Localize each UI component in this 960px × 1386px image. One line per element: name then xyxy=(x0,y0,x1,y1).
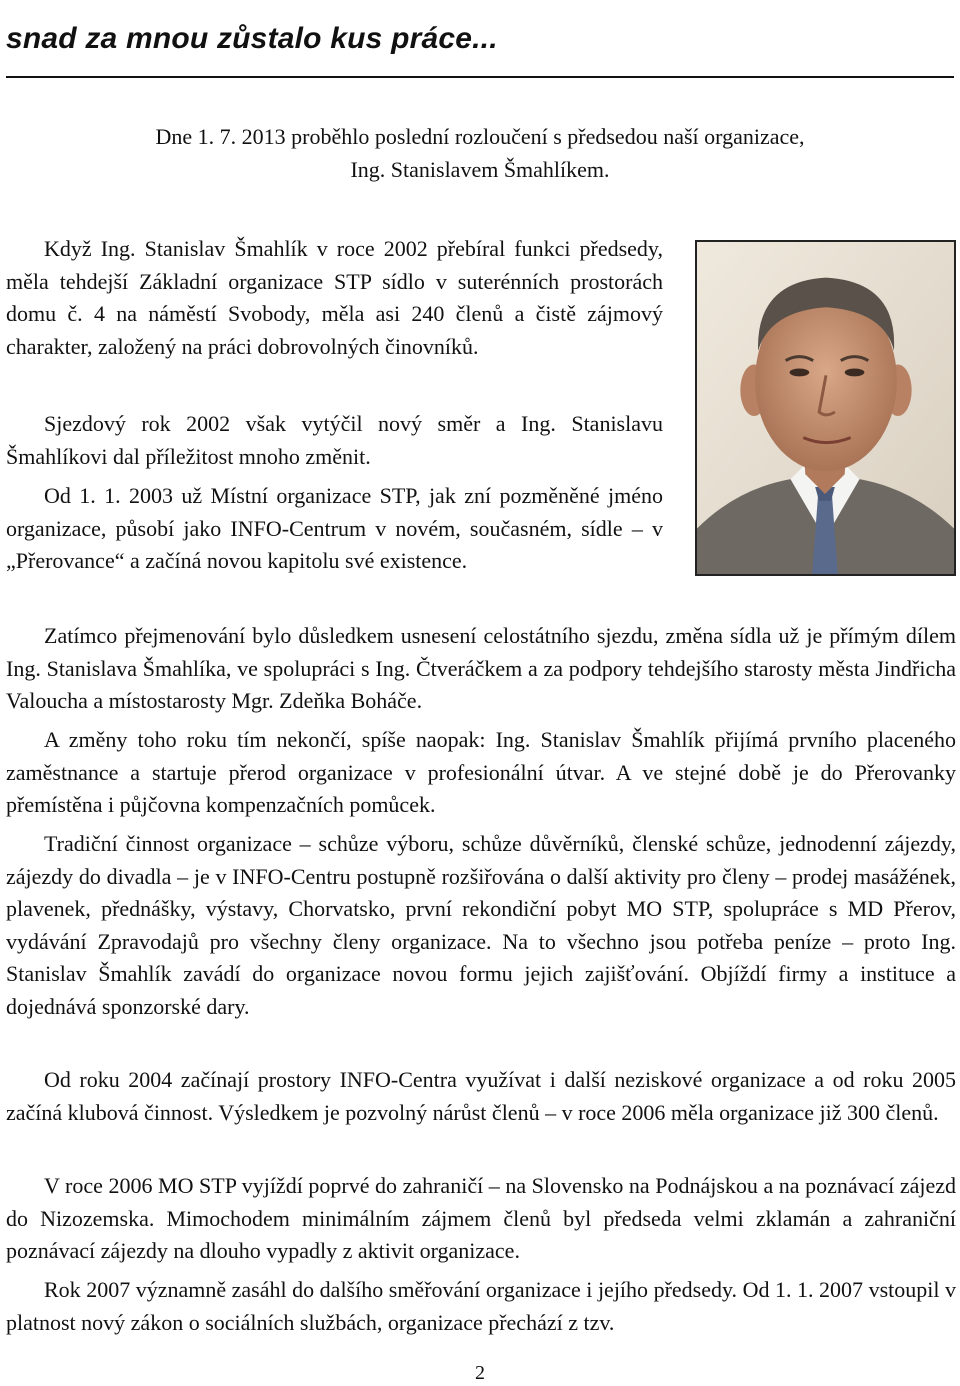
intro-block xyxy=(0,120,960,186)
paragraph: Když Ing. Stanislav Šmahlík v roce 2002 přebíral funkci předsedy, měla tehdejší Základní organizace STP sídlo v suterénních prostorách domu č. 4 na náměstí Svobody, měla asi 240 členů a čistě zájmový charakter, založený na práci dobrovolných činovníků. xyxy=(6,236,663,359)
paragraph: Od 1. 1. 2003 už Místní organizace STP, jak zní pozměněné jméno organizace, působí jako INFO-Centrum v novém, současném, sídle – v „Přerovance“ a začíná novou kapitolu své existence. xyxy=(6,483,663,573)
paragraph: Zatímco přejmenování bylo důsledkem usnesení celostátního sjezdu, změna sídla už je přímým dílem Ing. Stanislava Šmahlíka, ve spolupráci s Ing. Čtveráčkem a za podpory tehdejšího starosty města Jindřicha Valoucha a místostarosty Mgr. Zdeňka Boháče. xyxy=(6,623,956,713)
intro-line: Dne 1. 7. 2013 proběhlo poslední rozloučení s předsedou naší organizace, xyxy=(155,124,805,149)
paragraph: Sjezdový rok 2002 však vytýčil nový směr a Ing. Stanislavu Šmahlíkovi dal příležitost mnoho změnit. xyxy=(6,411,663,469)
portrait-photo xyxy=(695,240,956,576)
portrait-photo-icon xyxy=(697,242,954,574)
paragraph: A změny toho roku tím nekončí, spíše naopak: Ing. Stanislav Šmahlík přijímá prvního placeného zaměstnance a startuje přerod organizace v profesionální útvar. A ve stejné době je do Přerovanky přemístěna i půjčovna kompenzačních pomůcek. xyxy=(6,727,956,817)
paragraph: Rok 2007 významně zasáhl do dalšího směřování organizace i jejího předsedy. Od 1. 1. 2007 vstoupil v platnost nový zákon o sociálních službách, organizace přechází z tzv. xyxy=(6,1277,956,1335)
page-number: 2 xyxy=(475,1362,485,1384)
heading-rule xyxy=(6,76,954,78)
paragraph: V roce 2006 MO STP vyjíždí poprvé do zahraničí – na Slovensko na Podnájskou a na poznávací zájezd do Nizozemska. Mimochodem minimálním zájmem členů byl předseda velmi zklamán a zahraniční poznávací zájezdy na dlouho vypadly z aktivit organizace. xyxy=(6,1173,956,1263)
paragraph: Tradiční činnost organizace – schůze výboru, schůze důvěrníků, členské schůze, jednodenní zájezdy, zájezdy do divadla – je v INFO-Centru postupně rozšiřována o další aktivity pro členy – prodej masážének, plavenek, přednášky, výstavy, Chorvatsko, první rekondiční pobyt MO STP, spolupráce s MD Přerov, vydávání Zpravodajů pro všechny členy organizace. Na to všechno jsou potřeba peníze – proto Ing. Stanislav Šmahlík zavádí do organizace novou formu jejich zajišťování. Objíždí firmy a instituce a dojednává sponzorské dary. xyxy=(6,831,956,1019)
article-heading: snad za mnou zůstalo kus práce... xyxy=(6,22,498,55)
intro-line: Ing. Stanislavem Šmahlíkem. xyxy=(350,157,610,182)
paragraph: Od roku 2004 začínají prostory INFO-Centra využívat i další neziskové organizace a od roku 2005 začíná klubová činnost. Výsledkem je pozvolný nárůst členů – v roce 2006 měla organizace již 300 členů. xyxy=(6,1067,956,1125)
